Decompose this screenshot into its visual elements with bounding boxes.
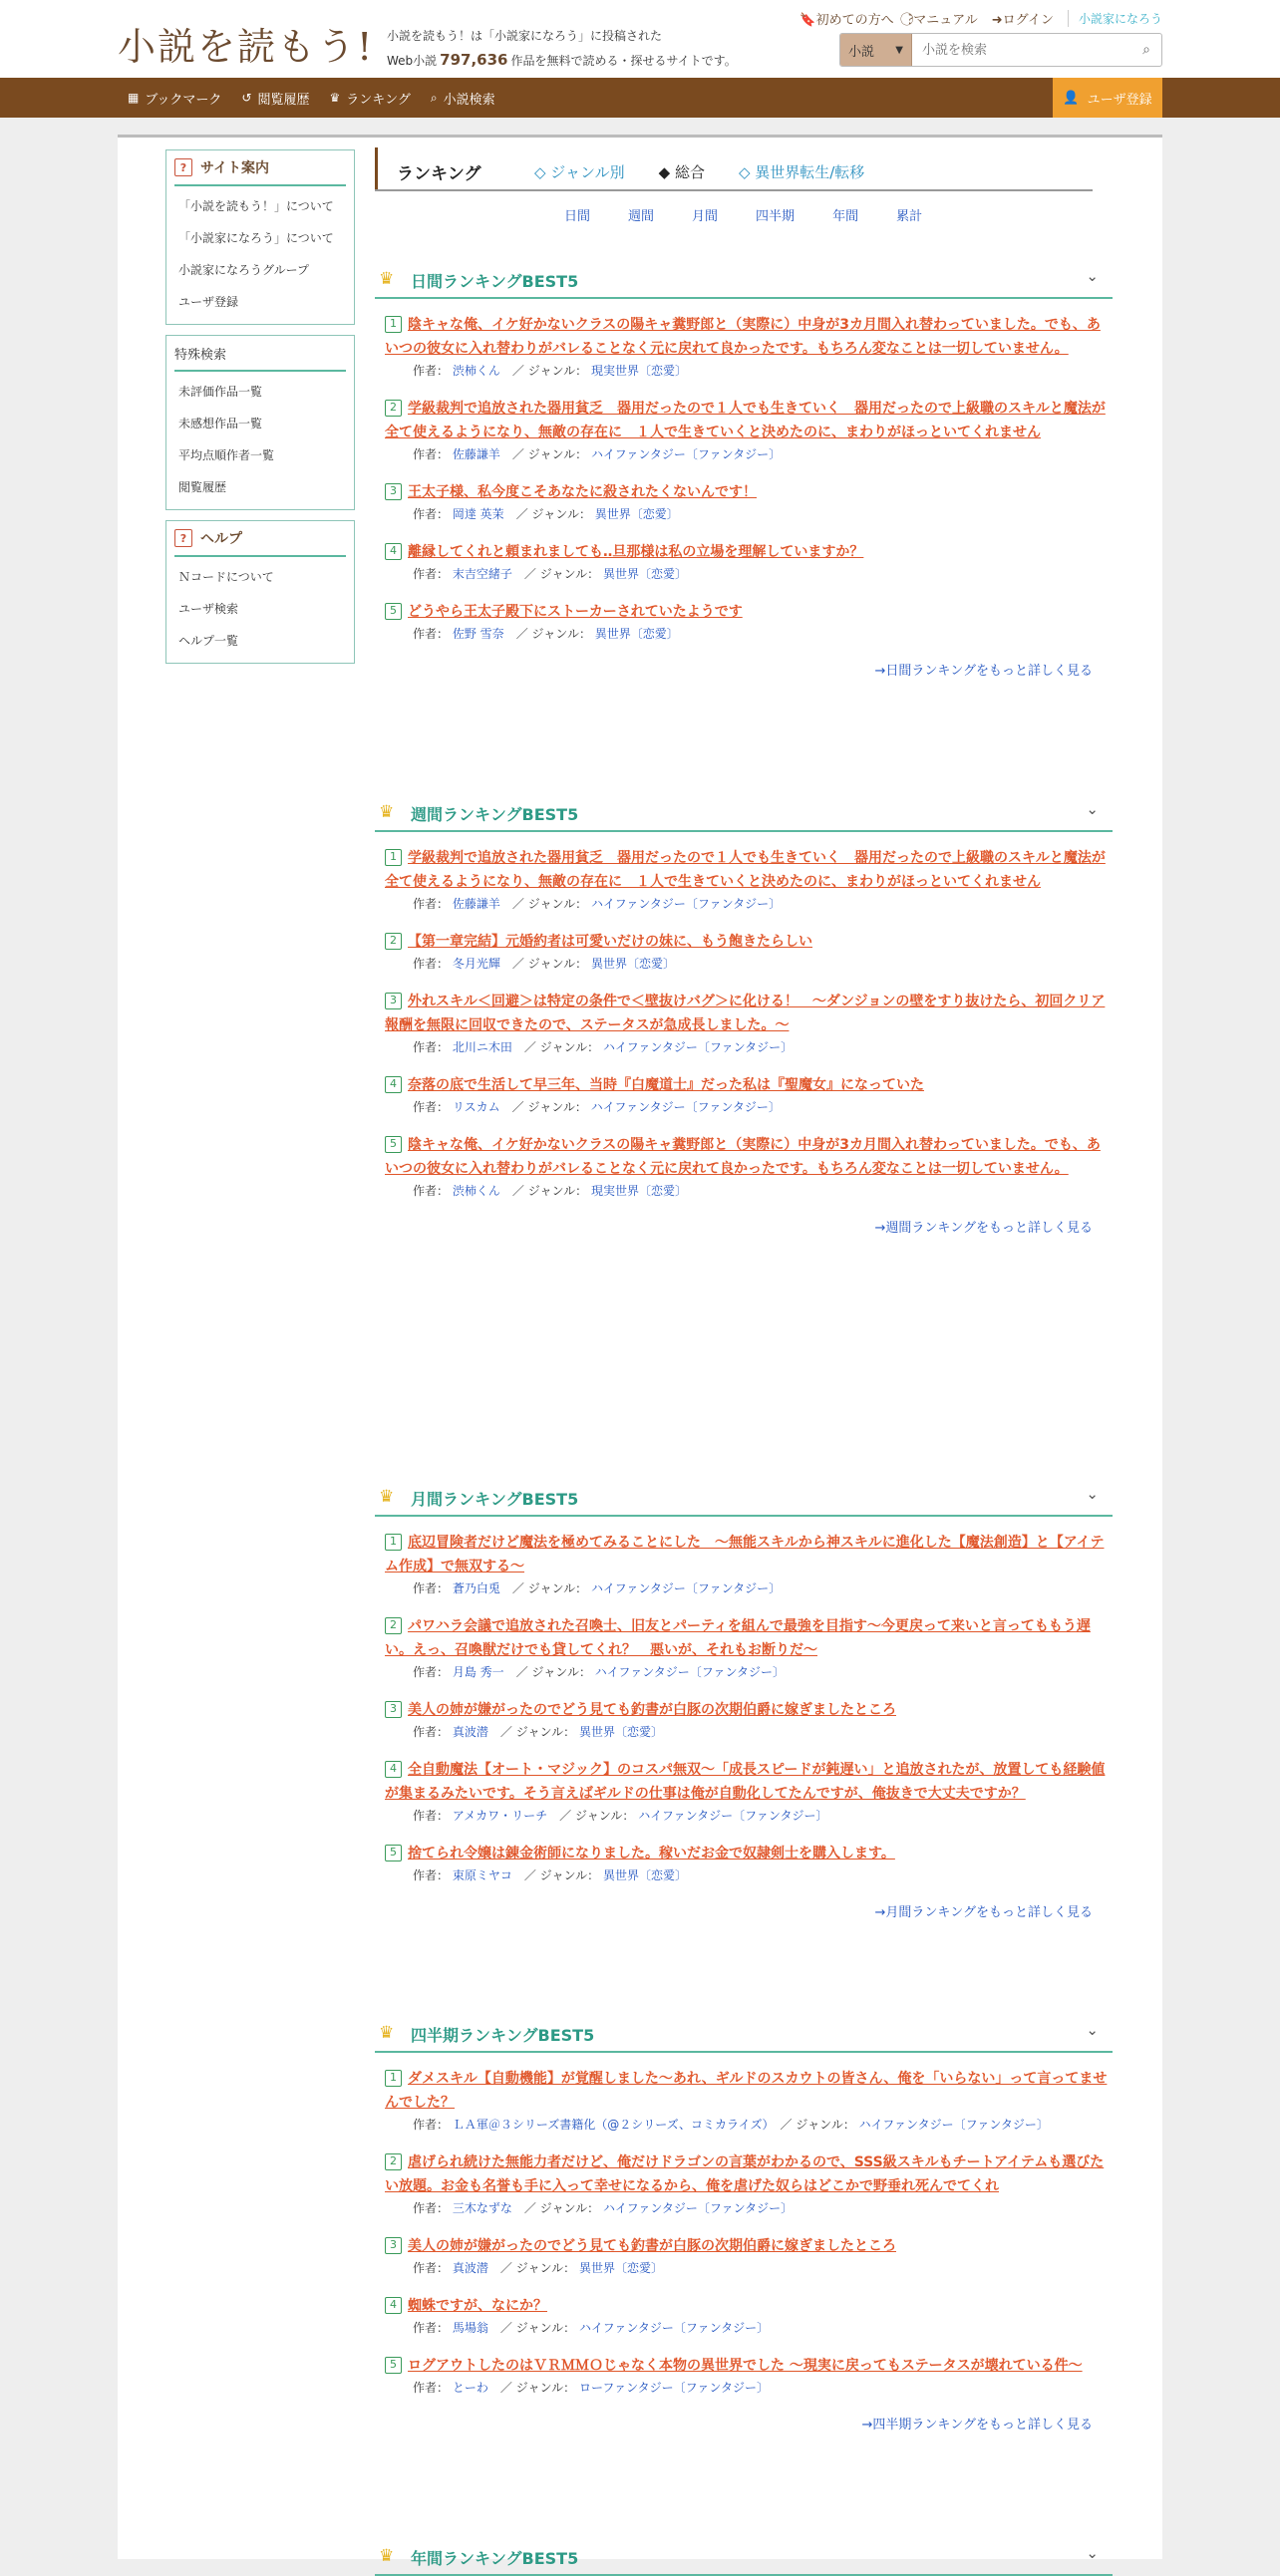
genre-label: ／ ジャンル： (523, 567, 600, 581)
period-weekly[interactable]: 週間 (628, 209, 655, 224)
author-link[interactable]: 渋柿くん (452, 1184, 500, 1198)
ranking-list (375, 2053, 1113, 2398)
chevron-down-icon[interactable]: ⌄ (1086, 1485, 1099, 1503)
ranking-item (375, 1698, 1113, 1742)
rank-number-badge: 1 (385, 1534, 402, 1551)
novel-title-link[interactable] (385, 1618, 1091, 1658)
novel-title: 【第一章完結】元婚約者は可愛いだけの妹に、もう飽きたらしい (408, 934, 812, 950)
author-label: 作者： (413, 2118, 450, 2132)
section-header (375, 257, 1113, 299)
genre-link[interactable]: ハイファンタジー〔ファンタジー〕 (602, 2201, 794, 2215)
section-title: 四半期ランキングBEST5 (411, 2026, 595, 2045)
novel-title-link[interactable] (385, 2071, 1107, 2111)
sidebar-link[interactable]: Ｎコードについて (178, 570, 274, 584)
login-label: ログイン (1002, 13, 1054, 28)
rank-number-badge: 5 (385, 1845, 402, 1861)
nav-search-label: 小説検索 (443, 92, 495, 108)
novel-meta (385, 1865, 1113, 1885)
period-yearly[interactable]: 年間 (832, 209, 859, 224)
author-label: 作者： (413, 2201, 450, 2215)
ranking-item (375, 990, 1113, 1057)
tab-overall[interactable]: ◆ 総合 (658, 163, 705, 181)
period-links (564, 205, 1113, 224)
ranking-list (375, 832, 1113, 1201)
author-label: 作者： (413, 1100, 450, 1114)
register-label: ユーザ登録 (1087, 92, 1152, 108)
novel-title: 陰キャな俺、イケ好かないクラスの陽キャ糞野郎と（実際に）中身が3カ月間入れ替わっていました。でも、あいつの彼女に入れ替わりがバレることなく元に戻れて良かったです。もちろん変なことは一切していません。 (385, 317, 1101, 357)
author-link[interactable]: 真波潜 (452, 1725, 488, 1739)
novel-title-link[interactable] (385, 1702, 896, 1718)
author-label: 作者： (413, 1581, 450, 1595)
novel-meta (385, 1578, 1113, 1598)
period-daily[interactable]: 日間 (564, 209, 591, 224)
genre-link[interactable]: 異世界〔恋愛〕 (578, 1725, 663, 1739)
rank-number-badge: 2 (385, 2153, 402, 2170)
genre-label: ／ ジャンル： (515, 1665, 591, 1679)
more-ranking-link[interactable]: →週間ランキングをもっと詳しく見る (874, 1221, 1093, 1236)
nav-history-label: 閲覧履歴 (257, 92, 310, 108)
genre-label: ／ ジャンル： (511, 957, 588, 971)
genre-link[interactable]: ハイファンタジー〔ファンタジー〕 (602, 1040, 794, 1054)
author-link[interactable]: 末吉空緒子 (452, 567, 512, 581)
novel-title: ダメスキル【自動機能】が覚醒しました～あれ、ギルドのスカウトの皆さん、俺を「いらない」って言ってませんでした？ (385, 2071, 1108, 2111)
novel-title-link[interactable] (385, 934, 812, 950)
genre-label: ／ ジャンル： (511, 447, 588, 461)
special-search-box (165, 335, 355, 510)
tab-genre[interactable]: ◇ ジャンル別 (534, 163, 625, 181)
chevron-down-icon[interactable]: ⌄ (1086, 2544, 1099, 2562)
ranking-item (375, 1842, 1113, 1885)
genre-label: ／ ジャンル： (511, 897, 588, 911)
genre-link[interactable]: 異世界〔恋愛〕 (594, 627, 679, 641)
genre-link[interactable]: ハイファンタジー〔ファンタジー〕 (858, 2118, 1049, 2132)
sidebar-link[interactable]: ヘルプ一覧 (178, 634, 239, 648)
desc-line-2 (387, 48, 737, 73)
author-label: 作者： (413, 1040, 450, 1054)
more-ranking-link[interactable]: →月間ランキングをもっと詳しく見る (874, 1905, 1093, 1920)
genre-link[interactable]: 現実世界〔恋愛〕 (590, 1184, 687, 1198)
rank-number-badge: 3 (385, 1701, 402, 1718)
rank-number-badge: 4 (385, 1761, 402, 1778)
novel-title-link[interactable] (385, 1137, 1101, 1177)
logo-sub: を読もう! (197, 25, 375, 69)
ranking-item (375, 2234, 1113, 2278)
author-link[interactable]: 冬月光輝 (452, 957, 500, 971)
novel-title-link[interactable] (385, 1846, 895, 1861)
genre-label: ／ ジャンル： (499, 2321, 576, 2335)
novel-meta (385, 954, 1113, 974)
ranking-item (375, 2294, 1113, 2338)
register-button[interactable] (1053, 78, 1162, 118)
rank-number-badge: 5 (385, 603, 402, 620)
author-label: 作者： (413, 2261, 450, 2275)
novel-title: ログアウトしたのはＶＲＭＭＯじゃなく本物の異世界でした ～現実に戻ってもステータスが壊れている件～ (408, 2358, 1083, 2374)
ranking-section (375, 790, 1113, 1236)
ranking-item (375, 1614, 1113, 1682)
ranking-section (375, 2534, 1113, 2576)
logo-main: 小説 (118, 25, 198, 69)
novel-title: どうやら王太子殿下にストーカーされていたようです (408, 604, 743, 620)
search-box (839, 33, 1162, 67)
novel-title-link[interactable] (385, 317, 1101, 357)
author-label: 作者： (413, 1809, 450, 1823)
section-header (375, 2534, 1113, 2576)
author-link[interactable]: 三木なずな (452, 2201, 512, 2215)
crown-icon: ♛ (379, 2023, 395, 2043)
genre-link[interactable]: ハイファンタジー〔ファンタジー〕 (594, 1665, 785, 1679)
user-icon: 👤 (1063, 90, 1080, 106)
nav-ranking-label: ランキング (346, 92, 411, 108)
ranking-item (375, 930, 1113, 974)
section-header (375, 1475, 1113, 1517)
rank-number-badge: 4 (385, 543, 402, 560)
novel-meta (385, 624, 1113, 644)
rank-number-badge: 5 (385, 1136, 402, 1153)
novel-meta (385, 894, 1113, 914)
site-logo[interactable] (118, 16, 374, 71)
manual-link[interactable] (908, 9, 978, 28)
question-icon: ? (174, 158, 192, 176)
chevron-down-icon[interactable]: ⌄ (1086, 800, 1099, 818)
crown-icon: ♛ (379, 1487, 395, 1507)
author-label: 作者： (413, 627, 450, 641)
site-description (387, 24, 737, 73)
ranking-list (375, 299, 1113, 644)
novel-meta (385, 2198, 1113, 2218)
author-link[interactable]: 北川ニ木田 (452, 1040, 512, 1054)
crown-icon: ♛ (379, 269, 395, 289)
rank-number-badge: 5 (385, 2357, 402, 2374)
ranking-item (375, 600, 1113, 644)
genre-label: ／ ジャンル： (511, 1100, 587, 1114)
novel-title: 学級裁判で追放された器用貧乏 器用だったので１人でも生きていく 器用だったので上級職のスキルと魔法が全て使えるようになり、無敵の存在に １人で生きていくと決めたのに、まわりがほっといてくれません (385, 850, 1106, 890)
author-link[interactable]: 真波潜 (452, 2261, 488, 2275)
genre-link[interactable]: 異世界〔恋愛〕 (602, 567, 687, 581)
genre-link[interactable]: ローファンタジー〔ファンタジー〕 (578, 2381, 769, 2395)
genre-label: ／ ジャンル： (511, 364, 588, 378)
tab-accent-bar (375, 147, 378, 189)
author-label: 作者： (413, 2381, 450, 2395)
ranking-item (375, 1073, 1113, 1117)
author-link[interactable]: 馬場翁 (452, 2321, 488, 2335)
period-quarterly[interactable]: 四半期 (756, 209, 796, 224)
author-label: 作者： (413, 897, 450, 911)
genre-link[interactable]: 異世界〔恋愛〕 (578, 2261, 663, 2275)
novel-title-link[interactable] (385, 1762, 1105, 1802)
chevron-down-icon: ▼ (895, 44, 903, 56)
novel-title: パワハラ会議で追放された召喚士、旧友とパーティを組んで最強を目指す～今更戻って来いと言ってももう遅い。えっ、召喚獣だけでも貸してくれ？ 悪いが、それもお断りだ～ (385, 1618, 1091, 1658)
novel-meta (385, 444, 1113, 464)
chevron-down-icon[interactable]: ⌄ (1086, 267, 1099, 285)
novel-title: 美人の姉が嫌がったのでどう見ても釣書が白豚の次期伯爵に嫁ぎましたところ (408, 2238, 896, 2254)
more-ranking-link[interactable]: →四半期ランキングをもっと詳しく見る (861, 2418, 1093, 2433)
genre-label: ／ ジャンル： (559, 1809, 635, 1823)
nav-ranking[interactable] (330, 89, 411, 108)
ranking-section (375, 2011, 1113, 2433)
author-label: 作者： (413, 1868, 450, 1882)
author-link[interactable]: 佐野 雪奈 (452, 627, 504, 641)
genre-link[interactable]: ハイファンタジー〔ファンタジー〕 (590, 897, 782, 911)
ranking-item (375, 397, 1113, 464)
desc-line-1: 小説を読もう！は「小説家になろう」に投稿された (387, 29, 663, 43)
novel-title: 王太子様、私今度こそあなたに殺されたくないんです！ (408, 484, 757, 500)
rank-number-badge: 1 (385, 316, 402, 333)
sidebar-link[interactable]: 小説家になろうグループ (178, 263, 310, 277)
novel-title: 底辺冒険者だけど魔法を極めてみることにした ～無能スキルから神スキルに進化した【魔法創造】と【アイテム作成】で無双する～ (385, 1535, 1105, 1574)
ranking-item (375, 2150, 1113, 2218)
author-label: 作者： (413, 567, 450, 581)
novel-title-link[interactable] (385, 994, 1105, 1033)
novel-title-link[interactable] (385, 2154, 1104, 2194)
ranking-tabbar (375, 147, 1113, 199)
novel-title: 美人の姉が嫌がったのでどう見ても釣書が白豚の次期伯爵に嫁ぎましたところ (408, 1702, 896, 1718)
novel-meta (385, 2318, 1113, 2338)
novel-title-link[interactable] (385, 604, 743, 620)
genre-label: ／ ジャンル： (523, 2201, 600, 2215)
author-link[interactable]: 渋柿くん (452, 364, 500, 378)
author-link[interactable]: 佐藤謙羊 (452, 447, 500, 461)
section-title: 年間ランキングBEST5 (411, 2549, 579, 2568)
author-link[interactable]: 月島 秀一 (452, 1665, 504, 1679)
novel-meta (385, 564, 1113, 584)
bookmark-small-icon: 🔖 (800, 13, 816, 28)
site-guide-label: サイト案内 (200, 160, 270, 176)
search-type-value: 小説 (848, 44, 875, 60)
crown-icon: ♛ (379, 2546, 395, 2566)
rank-number-badge: 3 (385, 993, 402, 1009)
crown-icon: ♛ (329, 91, 341, 105)
novel-title-link[interactable] (385, 1535, 1104, 1574)
ranking-section (375, 1475, 1113, 1920)
ranking-list (375, 1517, 1113, 1885)
novel-meta (385, 2258, 1113, 2278)
genre-label: ／ ジャンル： (499, 1725, 576, 1739)
site-guide-box (165, 149, 355, 325)
section-header (375, 790, 1113, 832)
login-icon: ➜ (991, 13, 1003, 28)
genre-label: ／ ジャンル： (523, 1868, 600, 1882)
ranking-item (375, 1531, 1113, 1598)
rank-number-badge: 1 (385, 2070, 402, 2087)
nav-bookmark-label: ブックマーク (145, 92, 222, 108)
novel-meta (385, 1037, 1113, 1057)
question-icon: ? (174, 529, 192, 547)
genre-label: ／ ジャンル： (780, 2118, 855, 2132)
author-link[interactable]: 岡達 英茉 (452, 507, 504, 521)
genre-link[interactable]: 異世界〔恋愛〕 (594, 507, 679, 521)
novel-meta (385, 1181, 1113, 1201)
novel-title-link[interactable] (385, 2358, 1083, 2374)
novel-title-link[interactable] (385, 401, 1106, 440)
novel-meta (385, 2378, 1113, 2398)
top-links (800, 9, 1162, 28)
novel-title: 全自動魔法【オート・マジック】のコスパ無双～「成長スピードが鈍遅い」と追放されたが、放置しても経験値が集まるみたいです。そう言えばギルドの仕事は俺が自動化してたんですが、俺抜きで大丈夫ですか？ (385, 1762, 1106, 1802)
search-input[interactable] (912, 34, 1131, 66)
sidebar-link[interactable]: 未評価作品一覧 (178, 385, 263, 399)
site-header (0, 0, 1280, 78)
novel-title: 虐げられ続けた無能力者だけど、俺だけドラゴンの言葉がわかるので、SSS級スキルもチートアイテムも選びたい放題。お金も名誉も手に入って幸せになるから、俺を虐げた奴らはどこかで野垂れ死んでてくれ (385, 2154, 1105, 2194)
sidebar-link[interactable]: ユーザ検索 (178, 602, 239, 616)
genre-label: ／ ジャンル： (499, 2381, 576, 2395)
author-label: 作者： (413, 1184, 450, 1198)
novel-title: 離縁してくれと頼まれましても‥旦那様は私の立場を理解していますか？ (408, 544, 864, 560)
author-link[interactable]: リスカム (452, 1100, 500, 1114)
nav-search[interactable] (431, 89, 495, 108)
special-search-title: 特殊検索 (174, 336, 346, 372)
author-label: 作者： (413, 2321, 450, 2335)
rank-number-badge: 1 (385, 849, 402, 866)
manual-label: マニュアル (913, 13, 978, 28)
sidebar-link[interactable]: 未感想作品一覧 (178, 417, 263, 430)
ranking-content (375, 138, 1113, 2568)
site-guide-title (174, 150, 346, 186)
search-icon[interactable]: ⌕ (1142, 42, 1150, 58)
ranking-item (375, 2067, 1113, 2135)
novel-title: 蜘蛛ですが、なにか？ (408, 2298, 547, 2314)
novel-title: 奈落の底で生活して早三年、当時『白魔道士』だった私は『聖魔女』になっていた (408, 1077, 924, 1093)
author-link[interactable]: 束原ミヤコ (452, 1868, 512, 1882)
author-link[interactable]: ＬＡ軍＠３シリーズ書籍化（@２シリーズ、コミカライズ） (452, 2118, 769, 2132)
ranking-item (375, 540, 1113, 584)
novel-title-link[interactable] (385, 2298, 547, 2314)
genre-label: ／ ジャンル： (515, 627, 591, 641)
genre-link[interactable]: ハイファンタジー〔ファンタジー〕 (638, 1809, 828, 1823)
search-icon: ⌕ (430, 90, 438, 105)
novel-meta (385, 1806, 1113, 1826)
novel-meta (385, 1722, 1113, 1742)
sidebar-link[interactable]: ユーザ登録 (178, 295, 239, 309)
period-monthly[interactable]: 月間 (692, 209, 719, 224)
history-icon: ↺ (241, 91, 252, 105)
novel-title: 陰キャな俺、イケ好かないクラスの陽キャ糞野郎と（実際に）中身が3カ月間入れ替わっていました。でも、あいつの彼女に入れ替わりがバレることなく元に戻れて良かったです。もちろん変なことは一切していません。 (385, 1137, 1101, 1177)
ranking-item (375, 846, 1113, 914)
novel-title: 捨てられ令嬢は錬金術師になりました。稼いだお金で奴隷剣士を購入します。 (408, 1846, 895, 1861)
genre-link[interactable]: 現実世界〔恋愛〕 (590, 364, 687, 378)
section-title: 週間ランキングBEST5 (411, 805, 579, 824)
login-link[interactable] (992, 9, 1054, 28)
main-nav (0, 78, 1280, 118)
search-type-select[interactable] (840, 34, 912, 66)
ranking-title: ランキング (397, 164, 481, 184)
bookmark-icon: ▦ (128, 91, 140, 105)
period-total[interactable]: 累計 (896, 209, 923, 224)
crown-icon: ♛ (379, 802, 395, 822)
rank-number-badge: 3 (385, 2237, 402, 2254)
novel-meta (385, 2115, 1113, 2135)
rank-number-badge: 2 (385, 400, 402, 417)
ranking-item (375, 2354, 1113, 2398)
author-label: 作者： (413, 364, 450, 378)
help-title (174, 521, 346, 557)
rank-number-badge: 4 (385, 2297, 402, 2314)
section-title: 月間ランキングBEST5 (411, 1490, 579, 1509)
sidebar-link[interactable]: 「小説を読もう！」について (178, 199, 334, 213)
question-circle-icon: ?⃝ (907, 13, 914, 28)
novel-count: 797,636 (440, 51, 508, 69)
sidebar-link[interactable]: 閲覧履歴 (178, 480, 227, 494)
more-ranking-link[interactable]: →日間ランキングをもっと詳しく見る (874, 664, 1093, 679)
nav-bookmark[interactable] (128, 89, 221, 108)
novel-meta (385, 1662, 1113, 1682)
author-label: 作者： (413, 1665, 450, 1679)
section-title: 日間ランキングBEST5 (411, 272, 579, 291)
genre-link[interactable]: ハイファンタジー〔ファンタジー〕 (590, 447, 782, 461)
rank-number-badge: 3 (385, 483, 402, 500)
rank-number-badge: 2 (385, 1617, 402, 1634)
novel-meta (385, 504, 1113, 524)
help-label: ヘルプ (200, 531, 242, 547)
author-link[interactable]: とーわ (452, 2381, 488, 2395)
genre-link[interactable]: ハイファンタジー〔ファンタジー〕 (590, 1100, 781, 1114)
author-label: 作者： (413, 447, 450, 461)
genre-link[interactable]: ハイファンタジー〔ファンタジー〕 (578, 2321, 770, 2335)
sidebar (165, 149, 355, 674)
narou-logo[interactable]: 小説家になろう (1068, 10, 1162, 27)
ranking-item (375, 1133, 1113, 1201)
genre-label: ／ ジャンル： (499, 2261, 576, 2275)
section-header (375, 2011, 1113, 2053)
genre-link[interactable]: 異世界〔恋愛〕 (590, 957, 675, 971)
beginners-label: 初めての方へ (815, 13, 894, 28)
novel-meta (385, 1097, 1113, 1117)
genre-label: ／ ジャンル： (511, 1581, 588, 1595)
desc-prefix: Web小説 (387, 54, 438, 68)
ranking-item (375, 1758, 1113, 1826)
novel-title-link[interactable] (385, 2238, 896, 2254)
author-link[interactable]: 蒼乃白兎 (452, 1581, 500, 1595)
author-label: 作者： (413, 1725, 450, 1739)
rank-number-badge: 4 (385, 1076, 402, 1093)
main-container (118, 135, 1162, 2568)
genre-label: ／ ジャンル： (515, 507, 591, 521)
novel-meta (385, 361, 1113, 381)
tab-isekai[interactable]: ◇ 異世界転生/転移 (738, 163, 865, 181)
genre-label: ／ ジャンル： (511, 1184, 588, 1198)
nav-history[interactable] (241, 89, 309, 108)
ranking-item (375, 313, 1113, 381)
genre-link[interactable]: ハイファンタジー〔ファンタジー〕 (590, 1581, 782, 1595)
sidebar-link[interactable]: 「小説家になろう」について (178, 231, 334, 245)
chevron-down-icon[interactable]: ⌄ (1086, 2021, 1099, 2039)
ranking-tabs (534, 161, 864, 182)
genre-link[interactable]: 異世界〔恋愛〕 (602, 1868, 687, 1882)
novel-title: 外れスキル＜回避＞は特定の条件で＜壁抜けバグ＞に化ける！ ～ダンジョンの壁をすり抜けたら、初回クリア報酬を無限に回収できたので、ステータスが急成長しました。～ (385, 994, 1106, 1033)
sidebar-link[interactable]: 平均点順作者一覧 (178, 448, 275, 462)
genre-label: ／ ジャンル： (523, 1040, 600, 1054)
ranking-section (375, 257, 1113, 679)
author-label: 作者： (413, 957, 450, 971)
author-label: 作者： (413, 507, 450, 521)
beginners-link[interactable] (800, 9, 893, 28)
help-box (165, 520, 355, 664)
tab-divider (375, 189, 1093, 191)
ranking-item (375, 480, 1113, 524)
novel-title-link[interactable] (385, 850, 1106, 890)
novel-title-link[interactable] (385, 544, 863, 560)
author-link[interactable]: アメカワ・リーチ (452, 1809, 548, 1823)
novel-title-link[interactable] (385, 1077, 924, 1093)
novel-title: 学級裁判で追放された器用貧乏 器用だったので１人でも生きていく 器用だったので上級職のスキルと魔法が全て使えるようになり、無敵の存在に １人で生きていくと決めたのに、まわりがほっといてくれません (385, 401, 1106, 440)
novel-title-link[interactable] (385, 484, 757, 500)
rank-number-badge: 2 (385, 933, 402, 950)
desc-suffix: 作品を無料で読める・探せるサイトです。 (510, 54, 737, 68)
author-link[interactable]: 佐藤謙羊 (452, 897, 500, 911)
